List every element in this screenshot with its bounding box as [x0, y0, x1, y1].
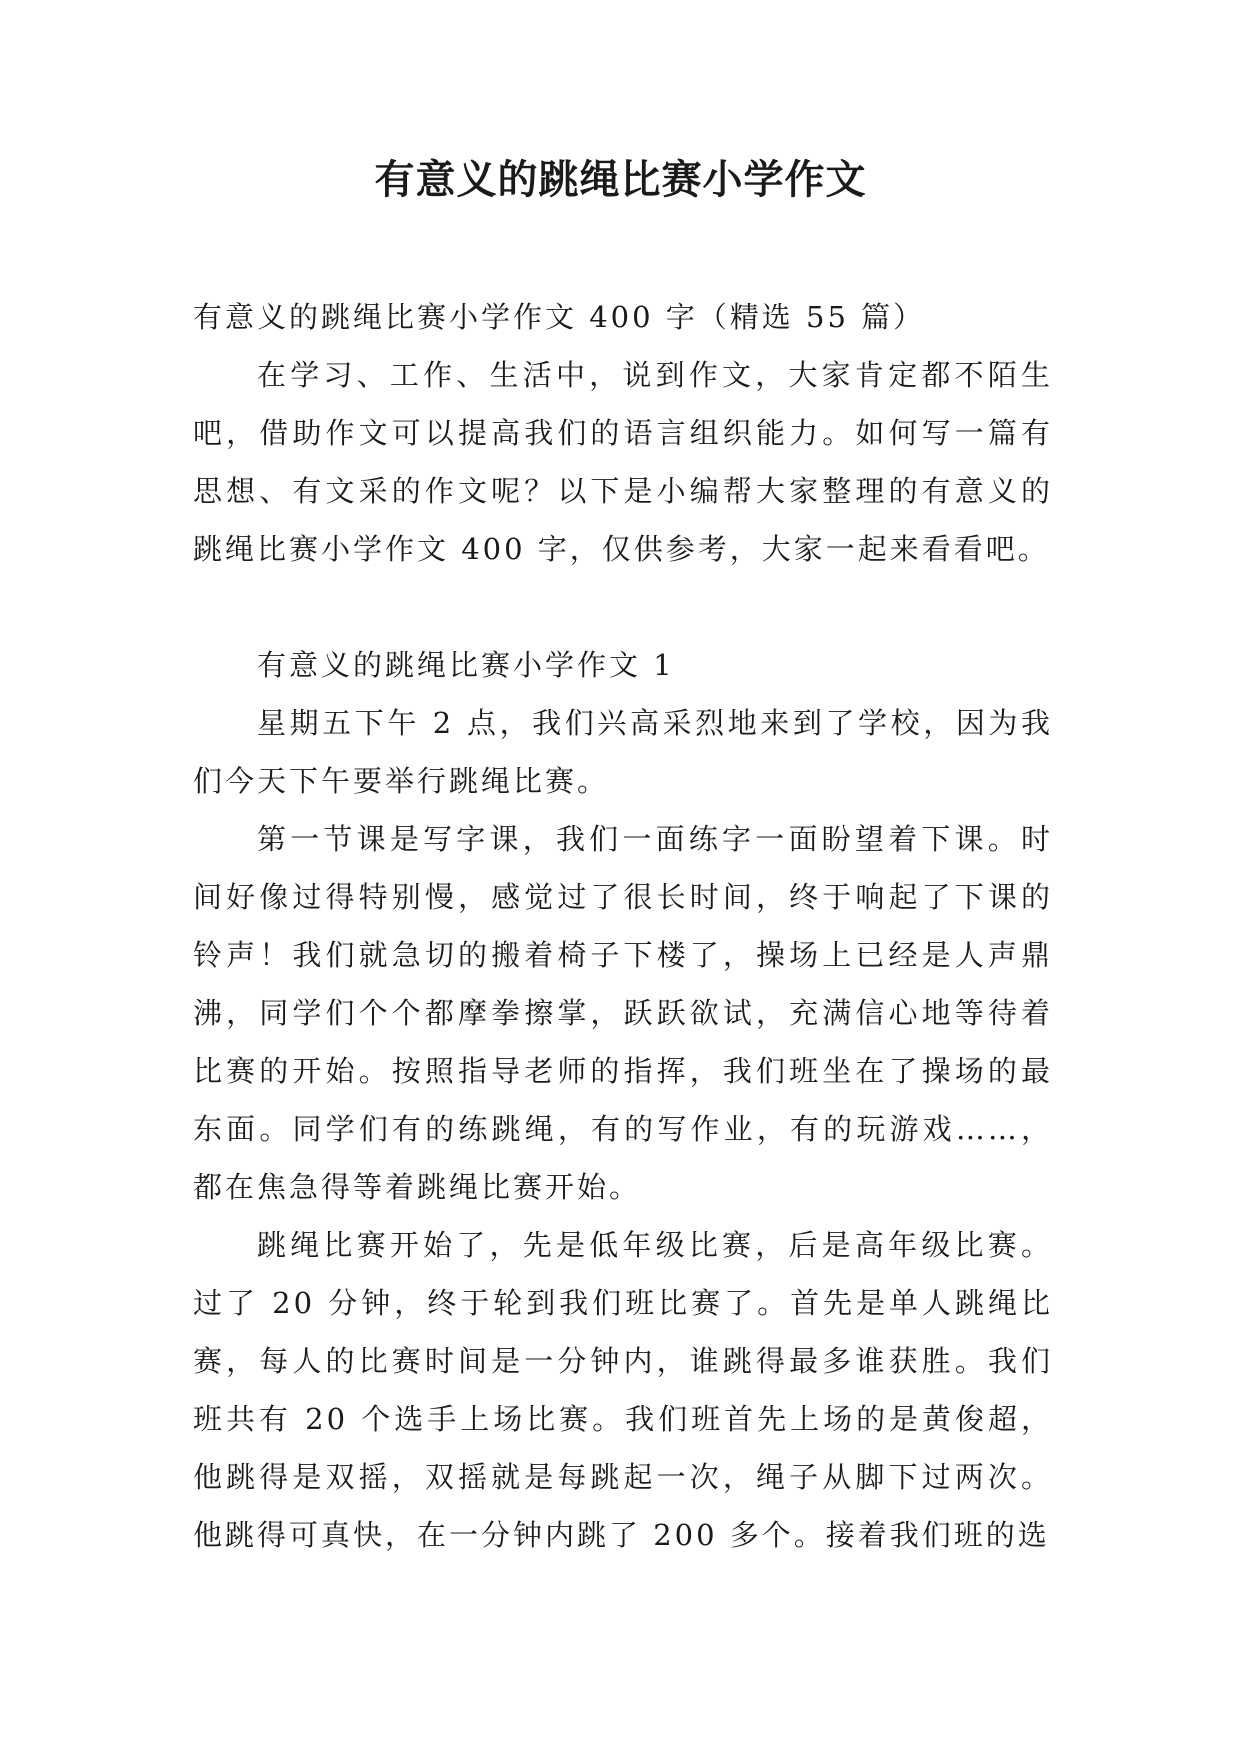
document-title: 有意义的跳绳比赛小学作文: [374, 156, 867, 203]
intro-paragraph: 在学习、工作、生活中，说到作文，大家肯定都不陌生吧，借助作文可以提高我们的语言组织能力。如何写一篇有思想、有文采的作文呢？以下是小编帮大家整理的有意义的跳绳比赛小学作文 400 字，仅供参考，大家一起来看看吧。: [193, 358, 1053, 566]
body-paragraph: 跳绳比赛开始了，先是低年级比赛，后是高年级比赛。过了 20 分钟，终于轮到我们班比赛了。首先是单人跳绳比赛，每人的比赛时间是一分钟内，谁跳得最多谁获胜。我们班共有 20 个选手上场比赛。我们班首先上场的是黄俊超，他跳得是双摇，双摇就是每跳起一次，绳子从脚下过两次。他跳得可真快，在一分钟内跳了 200 多个。接着我们班的选: [193, 1228, 1053, 1552]
body-paragraph: 星期五下午 2 点，我们兴高采烈地来到了学校，因为我们今天下午要举行跳绳比赛。: [193, 706, 1053, 798]
section-heading: 有意义的跳绳比赛小学作文 1: [257, 648, 675, 682]
body-paragraph: 第一节课是写字课，我们一面练字一面盼望着下课。时间好像过得特别慢，感觉过了很长时间，终于响起了下课的铃声！我们就急切的搬着椅子下楼了，操场上已经是人声鼎沸，同学们个个都摩拳擦掌，跃跃欲试，充满信心地等待着比赛的开始。按照指导老师的指挥，我们班坐在了操场的最东面。同学们有的练跳绳，有的写作业，有的玩游戏……，都在焦急得等着跳绳比赛开始。: [193, 822, 1053, 1204]
document-subtitle: 有意义的跳绳比赛小学作文 400 字（精选 55 篇）: [193, 300, 926, 334]
document-body: [193, 288, 1053, 1564]
